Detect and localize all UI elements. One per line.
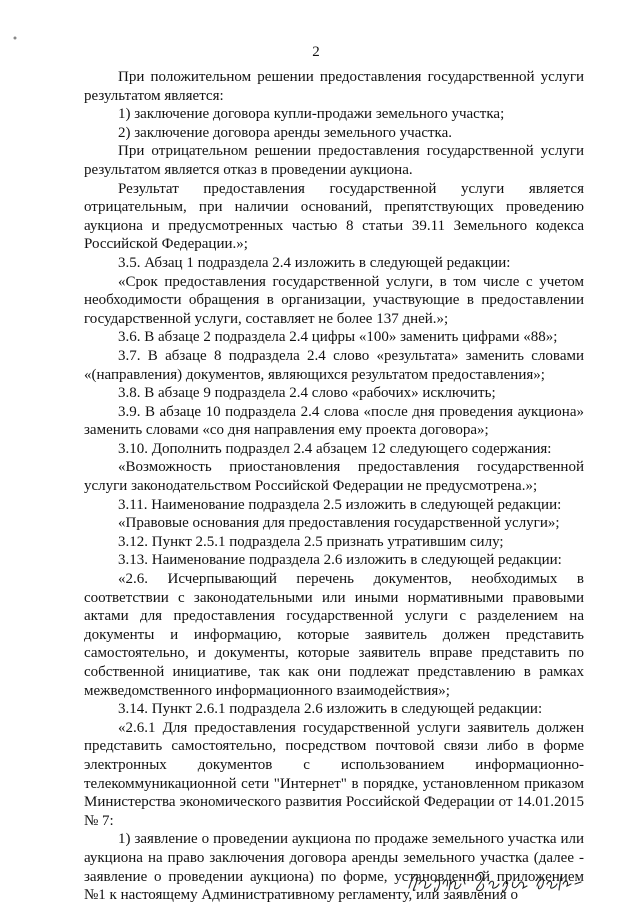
paragraph: 3.9. В абзаце 10 подраздела 2.4 слова «после дня проведения аукциона» заменить словами «со дня направления ему проекта договора»; [84, 403, 584, 439]
paragraph: 3.14. Пункт 2.6.1 подраздела 2.6 изложить в следующей редакции: [118, 701, 543, 718]
paragraph: При положительном решении предоставления государственной услуги результатом является: [84, 69, 584, 104]
paragraph: 1) заключение договора купли-продажи земельного участка; [118, 106, 505, 123]
paragraph: При отрицательном решении предоставления государственной услуги результатом является отказ в проведении аукциона. [84, 143, 584, 178]
paragraph: 3.12. Пункт 2.5.1 подраздела 2.5 признать утратившим силу; [118, 533, 504, 550]
paragraph: «2.6.1 Для предоставления государственной услуги заявитель должен представить самостоятельно, посредством почтовой связи либо в форме электронных документов с использованием информационно-телекоммуникационной сети "Интернет" в порядке, установленном приказом Министерства экономического развития Российской Федерации от 14.01.2015 № 7: [84, 719, 584, 829]
corner-mark [12, 28, 18, 34]
paragraph: 3.5. Абзац 1 подраздела 2.4 изложить в следующей редакции: [118, 254, 511, 271]
paragraph: 3.10. Дополнить подраздел 2.4 абзацем 12 следующего содержания: [118, 440, 552, 457]
paragraph: 3.11. Наименование подраздела 2.5 изложить в следующей редакции: [118, 496, 562, 513]
document-body [84, 68, 584, 905]
paragraph: «2.6. Исчерпывающий перечень документов, необходимых в соответствии с законодательными или иными нормативными правовыми актами для предоставления государственной услуги с разделением на документы и информацию, которые заявитель должен представить самостоятельно, и документы, которые заявитель вправе представить по собственной инициативе, так как они подлежат представлению в рамках межведомственного информационного взаимодействия»; [84, 571, 584, 699]
paragraph: 3.13. Наименование подраздела 2.6 изложить в следующей редакции: [118, 552, 562, 569]
paragraph: 2) заключение договора аренды земельного участка. [118, 124, 452, 141]
paragraph: «Срок предоставления государственной услуги, в том числе с учетом необходимости обращения в организации, участвующие в предоставлении государственной услуги, составляет не более 137 дней.»; [84, 273, 584, 327]
paragraph: «Возможность приостановления предоставления государственной услуги законодательством Российской Федерации не предусмотрена.»; [84, 459, 584, 495]
page-number: 2 [312, 44, 320, 60]
handwritten-signature [405, 866, 605, 896]
paragraph: Результат предоставления государственной услуги является отрицательным, при наличии оснований, препятствующих проведению аукциона и предусмотренных частью 8 статьи 39.11 Земельного кодекса Российской Федерации.»; [84, 180, 584, 253]
paragraph: 1) заявление о проведении аукциона по продаже земельного участка или аукциона на право заключения договора аренды земельного участка (далее - заявление о проведении аукциона) по форме, установленной приложением №1 к настоящему Административному регламенту, или заявления о [84, 831, 584, 904]
paragraph: «Правовые основания для предоставления государственной услуги»; [118, 515, 560, 532]
paragraph: 3.8. В абзаце 9 подраздела 2.4 слово «рабочих» исключить; [118, 385, 496, 402]
paragraph: 3.6. В абзаце 2 подраздела 2.4 цифры «100» заменить цифрами «88»; [118, 329, 558, 346]
paragraph: 3.7. В абзаце 8 подраздела 2.4 слово «результата» заменить словами «(направления) документов, являющихся результатом предоставления»; [84, 347, 584, 383]
